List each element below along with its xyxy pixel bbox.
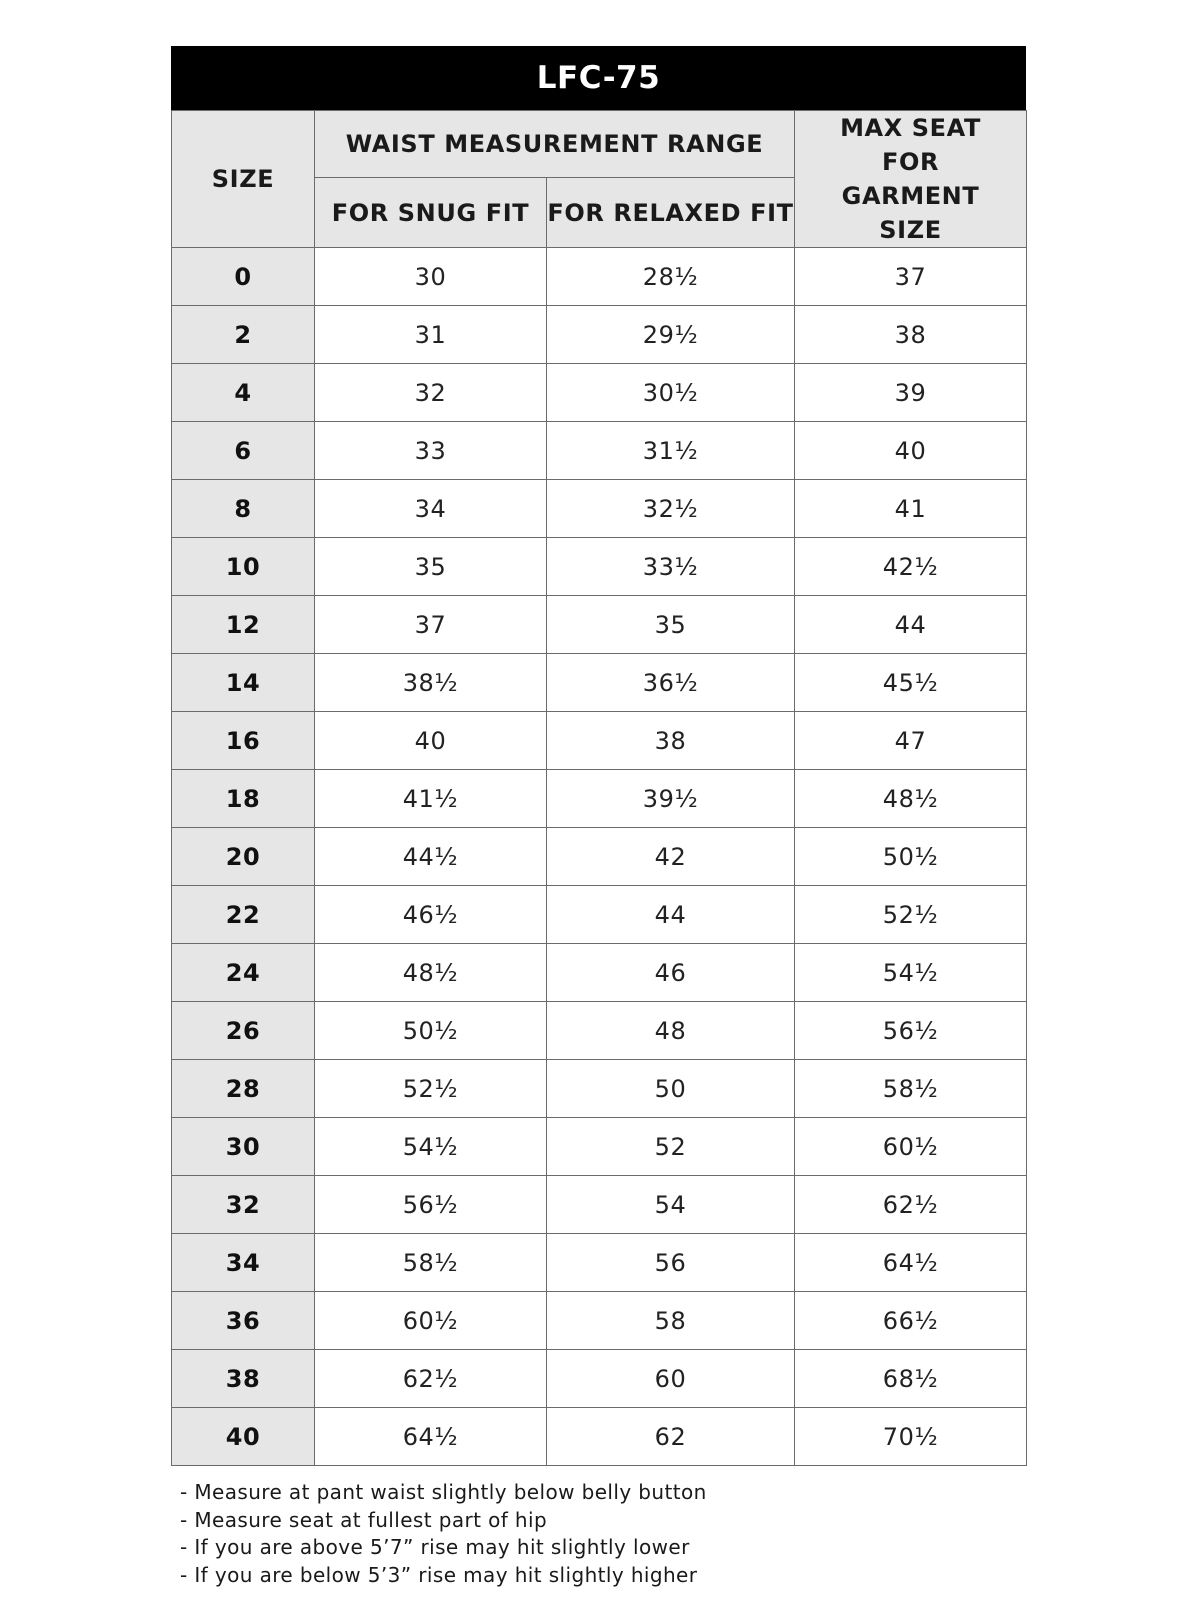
size-cell: 40	[172, 1408, 315, 1466]
max-seat-cell: 48½	[795, 770, 1027, 828]
size-cell: 16	[172, 712, 315, 770]
snug-fit-cell: 46½	[315, 886, 547, 944]
snug-fit-cell: 41½	[315, 770, 547, 828]
table-row	[172, 1176, 1027, 1234]
size-cell: 26	[172, 1002, 315, 1060]
size-header: SIZE	[172, 111, 315, 248]
max-seat-cell: 45½	[795, 654, 1027, 712]
table-row	[172, 1002, 1027, 1060]
relaxed-fit-cell: 33½	[547, 538, 795, 596]
table-row	[172, 886, 1027, 944]
relaxed-fit-cell: 52	[547, 1118, 795, 1176]
relaxed-fit-cell: 48	[547, 1002, 795, 1060]
max-seat-cell: 44	[795, 596, 1027, 654]
max-seat-cell: 54½	[795, 944, 1027, 1002]
size-cell: 20	[172, 828, 315, 886]
max-seat-cell: 37	[795, 248, 1027, 306]
table-row	[172, 538, 1027, 596]
snug-fit-cell: 44½	[315, 828, 547, 886]
table-row	[172, 596, 1027, 654]
snug-fit-cell: 30	[315, 248, 547, 306]
snug-fit-cell: 48½	[315, 944, 547, 1002]
table-row	[172, 1118, 1027, 1176]
relaxed-fit-cell: 38	[547, 712, 795, 770]
size-cell: 14	[172, 654, 315, 712]
relaxed-fit-cell: 46	[547, 944, 795, 1002]
size-cell: 6	[172, 422, 315, 480]
relaxed-fit-cell: 28½	[547, 248, 795, 306]
relaxed-fit-header: FOR RELAXED FIT	[547, 178, 795, 248]
snug-fit-cell: 37	[315, 596, 547, 654]
size-cell: 0	[172, 248, 315, 306]
table-row	[172, 712, 1027, 770]
snug-fit-cell: 34	[315, 480, 547, 538]
relaxed-fit-cell: 58	[547, 1292, 795, 1350]
snug-fit-cell: 32	[315, 364, 547, 422]
max-seat-cell: 47	[795, 712, 1027, 770]
table-row	[172, 1234, 1027, 1292]
max-seat-cell: 39	[795, 364, 1027, 422]
size-cell: 4	[172, 364, 315, 422]
max-seat-cell: 68½	[795, 1350, 1027, 1408]
snug-fit-header: FOR SNUG FIT	[315, 178, 547, 248]
relaxed-fit-cell: 50	[547, 1060, 795, 1118]
relaxed-fit-cell: 31½	[547, 422, 795, 480]
size-cell: 2	[172, 306, 315, 364]
max-seat-cell: 52½	[795, 886, 1027, 944]
table-row	[172, 770, 1027, 828]
snug-fit-cell: 40	[315, 712, 547, 770]
size-table	[171, 110, 1027, 1466]
size-cell: 36	[172, 1292, 315, 1350]
table-row	[172, 248, 1027, 306]
snug-fit-cell: 64½	[315, 1408, 547, 1466]
max-seat-cell: 41	[795, 480, 1027, 538]
max-seat-cell: 50½	[795, 828, 1027, 886]
table-row	[172, 1350, 1027, 1408]
snug-fit-cell: 54½	[315, 1118, 547, 1176]
table-row	[172, 1292, 1027, 1350]
relaxed-fit-cell: 44	[547, 886, 795, 944]
table-row	[172, 480, 1027, 538]
table-row	[172, 364, 1027, 422]
relaxed-fit-cell: 30½	[547, 364, 795, 422]
size-cell: 18	[172, 770, 315, 828]
table-row	[172, 654, 1027, 712]
size-cell: 28	[172, 1060, 315, 1118]
note-line: - If you are below 5’3” rise may hit slightly higher	[180, 1562, 698, 1587]
size-cell: 12	[172, 596, 315, 654]
max-seat-cell: 66½	[795, 1292, 1027, 1350]
note-line: - Measure seat at fullest part of hip	[180, 1507, 548, 1532]
size-chart	[171, 46, 1026, 1466]
size-cell: 38	[172, 1350, 315, 1408]
max-seat-cell: 60½	[795, 1118, 1027, 1176]
relaxed-fit-cell: 54	[547, 1176, 795, 1234]
table-row	[172, 306, 1027, 364]
snug-fit-cell: 52½	[315, 1060, 547, 1118]
max-seat-cell: 42½	[795, 538, 1027, 596]
snug-fit-cell: 50½	[315, 1002, 547, 1060]
note-line: - If you are above 5’7” rise may hit slightly lower	[180, 1535, 690, 1559]
snug-fit-cell: 60½	[315, 1292, 547, 1350]
size-cell: 10	[172, 538, 315, 596]
size-cell: 30	[172, 1118, 315, 1176]
relaxed-fit-cell: 35	[547, 596, 795, 654]
relaxed-fit-cell: 56	[547, 1234, 795, 1292]
max-seat-header	[795, 111, 1027, 248]
size-cell: 32	[172, 1176, 315, 1234]
size-cell: 24	[172, 944, 315, 1002]
snug-fit-cell: 58½	[315, 1234, 547, 1292]
table-row	[172, 944, 1027, 1002]
max-seat-cell: 56½	[795, 1002, 1027, 1060]
max-seat-header-label: MAX SEAT FOR GARMENT SIZE	[840, 114, 981, 244]
snug-fit-cell: 35	[315, 538, 547, 596]
size-cell: 34	[172, 1234, 315, 1292]
table-row	[172, 1060, 1027, 1118]
relaxed-fit-cell: 42	[547, 828, 795, 886]
table-row	[172, 828, 1027, 886]
relaxed-fit-cell: 36½	[547, 654, 795, 712]
table-header	[172, 111, 1027, 248]
size-cell: 8	[172, 480, 315, 538]
snug-fit-cell: 56½	[315, 1176, 547, 1234]
note-line: - Measure at pant waist slightly below belly button	[180, 1480, 707, 1504]
relaxed-fit-cell: 60	[547, 1350, 795, 1408]
chart-title: LFC-75	[171, 46, 1026, 110]
max-seat-cell: 58½	[795, 1060, 1027, 1118]
relaxed-fit-cell: 62	[547, 1408, 795, 1466]
snug-fit-cell: 38½	[315, 654, 547, 712]
max-seat-cell: 62½	[795, 1176, 1027, 1234]
snug-fit-cell: 31	[315, 306, 547, 364]
table-row	[172, 422, 1027, 480]
waist-range-header: WAIST MEASUREMENT RANGE	[315, 111, 795, 178]
max-seat-cell: 70½	[795, 1408, 1027, 1466]
size-cell: 22	[172, 886, 315, 944]
relaxed-fit-cell: 29½	[547, 306, 795, 364]
relaxed-fit-cell: 32½	[547, 480, 795, 538]
max-seat-cell: 40	[795, 422, 1027, 480]
table-row	[172, 1408, 1027, 1466]
relaxed-fit-cell: 39½	[547, 770, 795, 828]
fit-notes	[180, 1479, 707, 1589]
max-seat-cell: 38	[795, 306, 1027, 364]
table-body	[172, 248, 1027, 1466]
max-seat-cell: 64½	[795, 1234, 1027, 1292]
snug-fit-cell: 33	[315, 422, 547, 480]
snug-fit-cell: 62½	[315, 1350, 547, 1408]
